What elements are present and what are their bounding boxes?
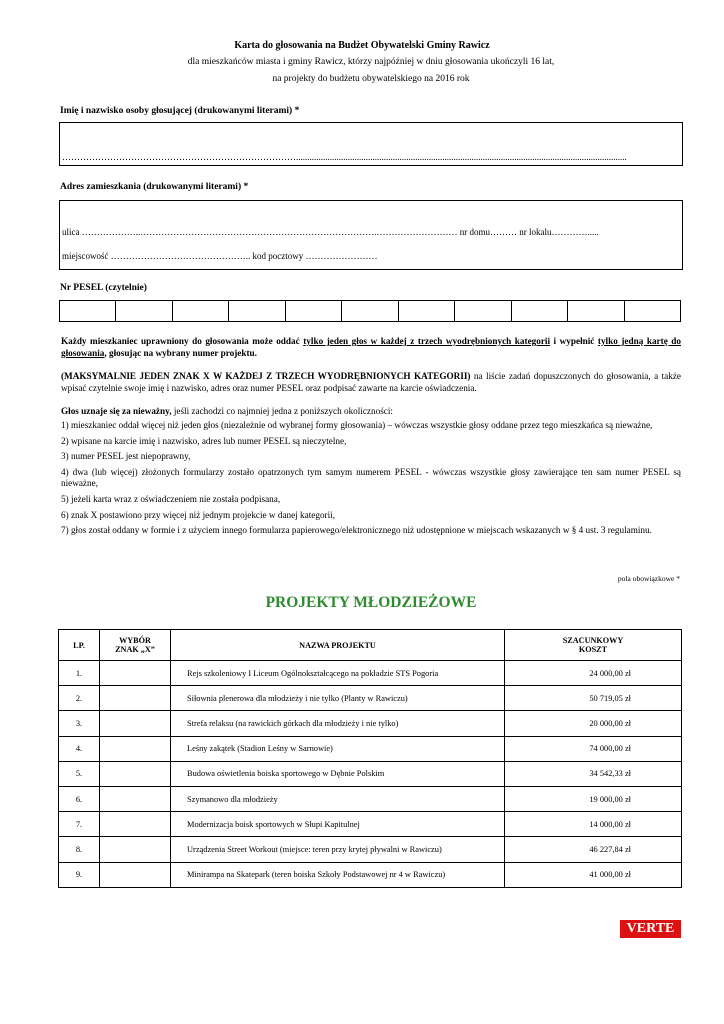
verte-badge: VERTE — [620, 920, 681, 938]
table-row — [59, 862, 682, 887]
pesel-digit-box[interactable] — [399, 301, 455, 321]
project-cost: 19 000,00 zł — [505, 786, 682, 811]
pesel-digit-box[interactable] — [455, 301, 511, 321]
table-row — [59, 761, 682, 786]
row-lp: 9. — [59, 862, 100, 887]
voting-rules-paragraph: Każdy mieszkaniec uprawniony do głosowania może oddać tylko jeden głos w każdej z trzech wyodrębnionych kategorii i wypełnić tylko jedną kartę do głosowania, głosując na wybrany numer projektu. — [61, 336, 682, 358]
project-cost: 24 000,00 zł — [505, 661, 682, 686]
project-cost: 50 719,05 zł — [505, 686, 682, 711]
projects-table — [58, 629, 682, 888]
project-name: Leśny zakątek (Stadion Leśny w Sarnowie) — [171, 736, 505, 761]
table-row — [59, 711, 682, 736]
vote-checkbox[interactable] — [100, 711, 171, 736]
pesel-digit-box[interactable] — [60, 301, 116, 321]
pesel-digit-box[interactable] — [512, 301, 568, 321]
project-cost: 20 000,00 zł — [505, 711, 682, 736]
row-lp: 7. — [59, 812, 100, 837]
vote-checkbox[interactable] — [100, 736, 171, 761]
invalid-vote-conditions — [61, 420, 681, 537]
table-row — [59, 736, 682, 761]
table-header-row — [59, 630, 682, 661]
vote-checkbox[interactable] — [100, 837, 171, 862]
row-lp: 5. — [59, 761, 100, 786]
pesel-label: Nr PESEL (czytelnie) — [60, 283, 147, 293]
project-name: Szymanowo dla młodzieży — [171, 786, 505, 811]
pesel-digit-box[interactable] — [625, 301, 680, 321]
condition-item: 1) mieszkaniec oddał więcej niż jeden głos (niezależnie od wybranej formy głosowania) – wówczas wszystkie głosy oddane przez tego mieszkańca są nieważne, — [61, 420, 653, 430]
project-cost: 74 000,00 zł — [505, 736, 682, 761]
pesel-digit-box[interactable] — [342, 301, 398, 321]
pesel-field[interactable] — [59, 300, 681, 322]
project-name: Rejs szkoleniowy I Liceum Ogólnokształcącego na pokładzie STS Pogoria — [171, 661, 505, 686]
col-name-header: NAZWA PROJEKTU — [171, 630, 505, 661]
budget-year-line: na projekty do budżetu obywatelskiego na 2016 rok — [272, 74, 470, 84]
col-choice-header: WYBÓR ZNAK „X” — [100, 630, 171, 661]
table-row — [59, 812, 682, 837]
street-line: ulica ………………..…………………………………………………………………….……………………… nr domu……… nr lokalu…………..... — [62, 227, 599, 237]
condition-item: 6) znak X postawiono przy więcej niż jednym projekcie w danej kategorii, — [61, 509, 336, 520]
ballot-title: Karta do głosowania na Budżet Obywatelski Gminy Rawicz — [234, 40, 490, 51]
col-lp-header: LP. — [59, 630, 100, 661]
condition-item: 7) głos został oddany w formie i z użyciem innego formularza papierowego/elektronicznego niż udostępnione w miejscach wskazanych w § 4 ust. 3 regulaminu. — [61, 525, 652, 536]
project-cost: 46 227,84 zł — [505, 837, 682, 862]
pesel-digit-box[interactable] — [173, 301, 229, 321]
condition-item: 5) jeżeli karta wraz z oświadczeniem nie została podpisana, — [61, 493, 281, 504]
section-title: PROJEKTY MŁODZIEŻOWE — [265, 594, 477, 611]
name-field[interactable] — [59, 122, 683, 166]
project-cost: 41 000,00 zł — [505, 862, 682, 887]
vote-checkbox[interactable] — [100, 661, 171, 686]
mandatory-fields-note: pola obowiązkowe * — [617, 574, 680, 583]
max-one-x-paragraph: (MAKSYMALNIE JEDEN ZNAK X W KAŻDEJ Z TRZECH WYODRĘBNIONYCH KATEGORII) na liście zadań dopuszczonych do głosowania, a także wpisać czytelnie swoje imię i nazwisko, adres oraz numer PESEL oraz podpisać zawarte na karcie oświadczenia. — [61, 371, 681, 393]
row-lp: 2. — [59, 686, 100, 711]
project-name: Budowa oświetlenia boiska sportowego w Dębnie Polskim — [171, 761, 505, 786]
row-lp: 8. — [59, 837, 100, 862]
condition-item: 3) numer PESEL jest niepoprawny, — [61, 451, 191, 462]
project-cost: 34 542,33 zł — [505, 761, 682, 786]
invalid-vote-heading: Głos uznaje się za nieważny, jeśli zachodzi co najmniej jedna z poniższych okoliczności: — [61, 406, 393, 416]
row-lp: 6. — [59, 786, 100, 811]
name-label: Imię i nazwisko osoby głosującej (drukowanymi literami) * — [60, 106, 300, 116]
project-name: Siłownia plenerowa dla młodzieży i nie tylko (Planty w Rawiczu) — [171, 686, 505, 711]
table-row — [59, 786, 682, 811]
pesel-digit-box[interactable] — [229, 301, 285, 321]
table-row — [59, 837, 682, 862]
project-name: Strefa relaksu (na rawickich górkach dla młodzieży i nie tylko) — [171, 711, 505, 736]
col-cost-header: SZACUNKOWY KOSZT — [505, 630, 682, 661]
row-lp: 1. — [59, 661, 100, 686]
project-name: Minirampa na Skatepark (teren boiska Szkoły Podstawowej nr 4 w Rawiczu) — [171, 862, 505, 887]
condition-item: 2) wpisane na karcie imię i nazwisko, adres lub numer PESEL są nieczytelne, — [61, 435, 347, 446]
row-lp: 4. — [59, 736, 100, 761]
vote-checkbox[interactable] — [100, 686, 171, 711]
pesel-digit-box[interactable] — [568, 301, 624, 321]
city-postcode-line: miejscowość ……………………………………….. kod pocztowy …………………… — [62, 251, 378, 261]
vote-checkbox[interactable] — [100, 862, 171, 887]
table-row — [59, 661, 682, 686]
pesel-digit-box[interactable] — [286, 301, 342, 321]
project-name: Modernizacja boisk sportowych w Słupi Kapitulnej — [171, 812, 505, 837]
project-cost: 14 000,00 zł — [505, 812, 682, 837]
condition-item: 4) dwa (lub więcej) złożonych formularzy zostało opatrzonych tym samym numerem PESEL - wówczas wszystkie głosy zawierające ten sam numer PESEL są nieważne, — [61, 466, 681, 489]
vote-checkbox[interactable] — [100, 761, 171, 786]
name-dots: ……………………………………………………………………................................................................................................................................................... — [62, 152, 627, 162]
pesel-digit-box[interactable] — [116, 301, 172, 321]
vote-checkbox[interactable] — [100, 786, 171, 811]
address-field[interactable] — [59, 200, 683, 270]
project-name: Urządzenia Street Workout (miejsce: teren przy krytej pływalni w Rawiczu) — [171, 837, 505, 862]
eligibility-line: dla mieszkańców miasta i gminy Rawicz, którzy najpóźniej w dniu głosowania ukończyli 16 lat, — [187, 57, 555, 67]
row-lp: 3. — [59, 711, 100, 736]
table-row — [59, 686, 682, 711]
address-label: Adres zamieszkania (drukowanymi literami) * — [60, 182, 249, 192]
vote-checkbox[interactable] — [100, 812, 171, 837]
